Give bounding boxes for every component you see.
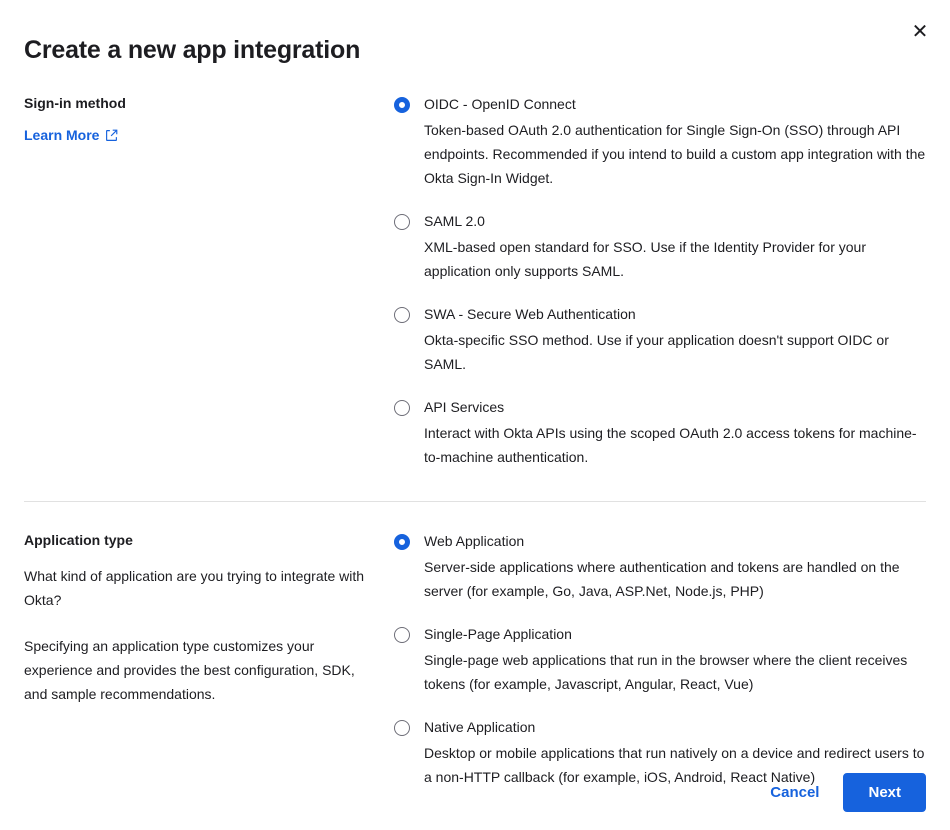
- option-web-application-description: Server-side applications where authentication and tokens are handled on the server (for example, Go, Java, ASP.Net, Node.js, PHP): [424, 559, 900, 599]
- external-link-icon: [105, 129, 118, 142]
- option-oidc-title: OIDC - OpenID Connect: [424, 96, 576, 112]
- option-native-application-title: Native Application: [424, 719, 536, 735]
- radio-web-application[interactable]: [394, 534, 410, 550]
- option-saml-title: SAML 2.0: [424, 213, 485, 229]
- radio-api-services[interactable]: [394, 400, 410, 416]
- cancel-button[interactable]: Cancel: [764, 774, 825, 811]
- application-type-description-2: Specifying an application type customizes your experience and provides the best configuration, SDK, and sample recommendations.: [24, 638, 355, 702]
- option-swa-title: SWA - Secure Web Authentication: [424, 306, 636, 322]
- application-type-description-1: What kind of application are you trying to integrate with Okta?: [24, 568, 365, 608]
- option-single-page-application[interactable]: [394, 624, 926, 696]
- option-swa[interactable]: [394, 304, 926, 376]
- application-type-section: [24, 501, 926, 789]
- option-api-services[interactable]: [394, 397, 926, 469]
- option-web-application[interactable]: [394, 531, 926, 603]
- sign-in-method-options: [394, 93, 926, 469]
- option-saml[interactable]: [394, 211, 926, 283]
- option-single-page-application-title: Single-Page Application: [424, 626, 572, 642]
- close-icon[interactable]: ✕: [906, 18, 934, 46]
- sign-in-method-label: Sign-in method: [24, 95, 126, 111]
- application-type-label: Application type: [24, 532, 133, 548]
- option-single-page-application-description: Single-page web applications that run in the browser where the client receives tokens (for example, Javascript, Angular, React, Vue): [424, 652, 908, 692]
- option-api-services-description: Interact with Okta APIs using the scoped OAuth 2.0 access tokens for machine-to-machine authentication.: [424, 425, 917, 465]
- learn-more-label: Learn More: [24, 127, 100, 143]
- radio-single-page-application[interactable]: [394, 627, 410, 643]
- option-api-services-title: API Services: [424, 399, 505, 415]
- radio-native-application[interactable]: [394, 720, 410, 736]
- option-oidc[interactable]: [394, 94, 926, 190]
- page-title: Create a new app integration: [24, 36, 361, 64]
- option-native-application-description: Desktop or mobile applications that run natively on a device and redirect users to a non-HTTP callback (for example, iOS, Android, React Native): [424, 745, 925, 785]
- option-swa-description: Okta-specific SSO method. Use if your application doesn't support OIDC or SAML.: [424, 332, 889, 372]
- radio-saml[interactable]: [394, 214, 410, 230]
- option-oidc-description: Token-based OAuth 2.0 authentication for Single Sign-On (SSO) through API endpoints. Recommended if you intend to build a custom app integration with the Okta Sign-In Widget.: [424, 122, 926, 186]
- option-web-application-title: Web Application: [424, 533, 525, 549]
- option-saml-description: XML-based open standard for SSO. Use if the Identity Provider for your application only supports SAML.: [424, 239, 866, 279]
- sign-in-method-section: [24, 71, 926, 469]
- application-type-options: [394, 530, 926, 789]
- next-button[interactable]: Next: [843, 773, 926, 812]
- application-type-left: [24, 530, 394, 706]
- learn-more-link[interactable]: [24, 127, 118, 143]
- dialog-footer: [24, 773, 926, 812]
- radio-oidc[interactable]: [394, 97, 410, 113]
- radio-swa[interactable]: [394, 307, 410, 323]
- sign-in-method-left: [24, 93, 394, 145]
